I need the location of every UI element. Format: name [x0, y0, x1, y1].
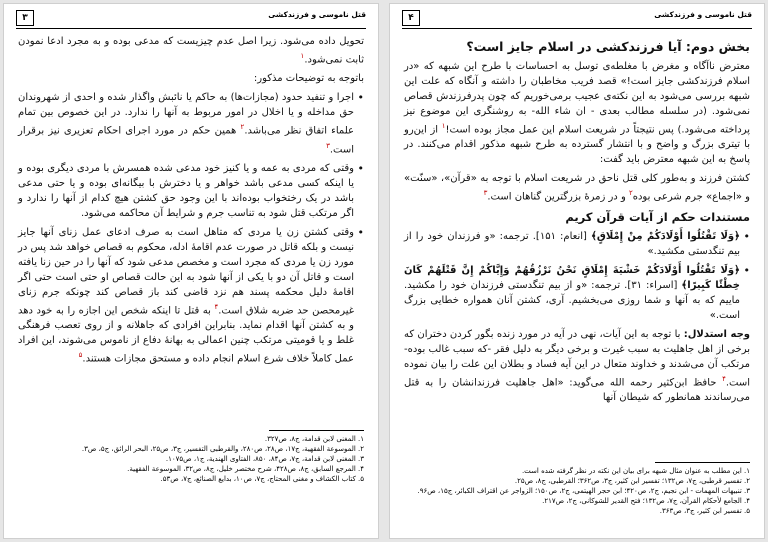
verse-item — [404, 263, 750, 323]
quran-verse: ﴿وَلَا تَقْتُلُوا أَوْلَادَكُمْ خَشْيَةَ إِمْلَاقٍ نَحْنُ نَرْزُقُهُمْ وَإِيَّاكُمْ إِنَّ قَتْلَهُمْ كَانَ خِطْئًا كَبِيرًا﴾ — [404, 264, 740, 291]
footnote-divider — [269, 430, 364, 431]
left-page-header — [16, 10, 366, 29]
verse-reference: [انعام: ۱۵۱]. ترجمه: «و فرزندان خود را از بیم تنگدستی مکشید.» — [404, 230, 740, 257]
footnote-marker: ۴ — [722, 374, 726, 383]
footnote-marker: ۳ — [326, 141, 330, 150]
footnote: ۳. المغنی لابن قدامة، ج۷، ص۸۴، ۸۵۰، الفتاوی الهندیة، ج۱، ص۱۰۷۵. — [165, 455, 364, 463]
footnote-marker: ۵ — [78, 351, 83, 360]
bullet-item: • وقتی کشتن زن یا مردی که متاهل است به صرف ادعای عمل زنای آنها جایز نیست و بلکه قاتل در صورت عدم اقامهٔ ادله، محکوم به قصاص خواهد شد پس در مورد زن یا مردی که مجرد است و مخصص مدعی شود که آنها را در حین زنا یافته است و قاتل آن دو با یکی از آنها شود به این حالت قصاص او حتی است حتی اگر اقامهٔ دلیل محکمه پسند هم نزد قاضی کند باز قصاص کند چونکه جرم زنای غیرمحصن حد ضربه شلاق است.$^۴$ به قتل تا اینکه شخص این اجازه را به خود دهد و به کشتن آنها اقدام نماید. بنابراین افرادی که جاهلانه و از روی تعصب فرهنگی غلط و یا قومیتی مرتکب چنین اعمالی به بهانهٔ دفاع از ناموس می‌شوند، این افراد عمل کاملاً خلاف شرع اسلام انجام داده و مستحق مجازات هستند.$^۵$ — [18, 225, 364, 367]
left-page — [3, 3, 379, 539]
footnote: ۵. کتاب الکشاف و مغنی المحتاج، ج۷، ص۱۰، بدایع الصنائع، ج۷، ص۵۳. — [160, 475, 364, 483]
paragraph: تحویل داده می‌شود. زیرا اصل عدم چیزیست که مدعی بوده و به مجرد ادعا نمودن ثابت نمی‌شود.$^۱$ — [18, 36, 364, 66]
footnote: ۲. الموسوعة الفقهیة، ج۱۷، ص۲۸، ص۲۸۰، والقرطبی التفسیر، ج۳، ص۲۵، البحر الرائق، ج۵، ص۳. — [81, 445, 364, 453]
right-page-running-title: قتل ناموسی و فرزندکشی — [654, 10, 752, 19]
subheading: مستندات حکم از آیات قرآن کریم — [565, 209, 750, 224]
footnote: ۵. تفسیر ابن کثیر، ج۳، ص۳۶۳. — [659, 507, 750, 515]
footnote-marker: ۴ — [214, 302, 219, 311]
footnote-marker: ۱ — [441, 122, 446, 130]
right-page-number: ۴ — [402, 10, 420, 26]
quran-verse: ﴿وَلَا تَقْتُلُوا أَوْلَادَكُمْ مِنْ إِمْلَاقٍ﴾ — [591, 230, 740, 242]
bullet-item: • وقتی که مردی به عمه و یا کنیز خود مدعی شده همسرش با مردی دیگری بوده و یا اینکه کسی مدعی باشد خواهر و یا دخترش با بیگانه‌ای بوده و یا حتی مدعی باشد در یک رختخواب بوده‌اند با این وجود حق کشتن هیچ کدام از آنها را ندارد و اگر مرتکب قتل شود به تناسب جرم و شرایط آن محاکمه می‌شود. — [18, 161, 364, 221]
footnote-marker: ۲ — [240, 123, 245, 132]
paragraph: وجه استدلال: با توجه به این آیات، نهی در آیه در مورد زنده بگور کردن دختران که برخی از اهل جاهلیت به سبب غیرت و برخی دیگر به دلیل فقر -که سبب غالب بوده- مرتکب آن می‌شدند و خداوند متعال در این آیه فساد و بطلان این علت را بیان نموده است.$^۴$ حافظ ابن‌کثیر رحمه الله می‌گوید: «اهل جاهلیت فرزندانشان را به قتل می‌رساندند همانطور که شیطان آنها — [404, 328, 750, 403]
right-page — [389, 3, 765, 539]
footnote: ۱. المغنی لابن قدامة، ج۸، ص۳۲۷. — [264, 435, 364, 443]
footnote: ۳. تنبیهات المهمات - ابن نجیم، ج۲، ص۴۲۰؛ ابن حجر الهیتمی، ج۲، ص۱۵۰؛ الزواجر عن اقتراف الکبائر، ج۱۵، ص۹۶. — [417, 487, 750, 495]
paragraph: باتوجه به توضیحات مذکور: — [253, 73, 364, 85]
right-page-footnotes — [404, 456, 750, 516]
reasoning-label: وجه استدلال: — [683, 328, 750, 340]
footnote: ۲. تفسیر قرطبی، ج۷، ص۱۳۲؛ تفسیر ابن کثیر، ج۳، ص۳۶۲؛ القرطبی، ج۸، ص۲۵. — [514, 477, 750, 485]
right-page-body — [404, 34, 750, 409]
footnote-marker: ۳ — [483, 189, 488, 198]
footnote: ۱. این مطلب به عنوان مثال شبهه برای بیان این نکته در نظر گرفته شده است. — [521, 467, 750, 475]
left-page-number: ۳ — [16, 10, 34, 26]
left-page-body — [18, 34, 364, 371]
footnote: ۴. المرجع السابق، ج۸، ص۴۲۸، شرح مختصر خلیل، ج۸، ص۳۲، الموسوعة الفقهیة. — [127, 465, 364, 473]
verse-reference: [اسراء: ۳۱]. ترجمه: «و از بیم تنگدستی فرزندان خود را مکشید. ماییم که به آنها و شما روزی می‌بخشیم. آری، کشتن آنان همواره خطایی بزرگ است.» — [404, 279, 740, 321]
footnote-marker: ۱ — [300, 52, 305, 60]
right-page-header — [402, 10, 752, 29]
paragraph: کشتن فرزند و به‌طور کلی قتل ناحق در شریعت اسلام با توجه به «قرآن»، «سنّت» و «اجماع» جرم شرعی بوده$^۲$ و در زمرهٔ بزرگترین گناهان است.$^۳$ — [404, 173, 750, 203]
left-page-running-title: قتل ناموسی و فرزندکشی — [268, 10, 366, 19]
verse-item — [404, 229, 750, 259]
footnote-divider — [655, 462, 750, 463]
paragraph: معترض ناآگاه و مغرض با مغلطه‌ی توسل به احساسات با طرح این شبهه که «در اسلام فرزندکشی جایز است!» قصد فریب مخاطبان را داشته و آنگاه که علت این شبهه بررسی می‌شود به این نکته‌ی عجیب برمی‌خوریم که چون پدرفرزندش قصاص نمی‌شود. (در سلسله مطالب بعدی - ان شاء الله- به روشنگری این موضوع نیز پرداخته می‌شود.) پس نتیجتاً در شریعت اسلام این عمل مجاز بوده است!$^۱$ از این‌رو با تیتری بزرگ و واضح و با انتشار گسترده به طرح شبهه مذکور اقدام می‌کنند. در پاسخ به این شبهه معترض باید گفت: — [404, 61, 750, 166]
footnote-marker: ۲ — [628, 189, 633, 198]
section-title: بخش دوم: آیا فرزندکشی در اسلام جایز است؟ — [466, 39, 750, 54]
bullet-item: • اجرا و تنفید حدود (مجازات‌ها) به حاکم یا نائبش واگذار شده و احدی از شهروندان حق مداخله و یا اخلال در امور مربوط به آنها را ندارد. در این خصوص بین تمام علماء اتفاق نظر می‌باشد.$^۲$ همین حکم در مورد اجرای احکام تعزیری نیز برقرار است.$^۳$ — [18, 90, 364, 157]
footnote: ۴. الجامع لأحکام القرآن، ج۷، ص۱۳۲؛ فتح القدیر للشوکانی، ج۲، ص۲۱۷. — [542, 497, 750, 505]
left-page-footnotes — [18, 424, 364, 484]
